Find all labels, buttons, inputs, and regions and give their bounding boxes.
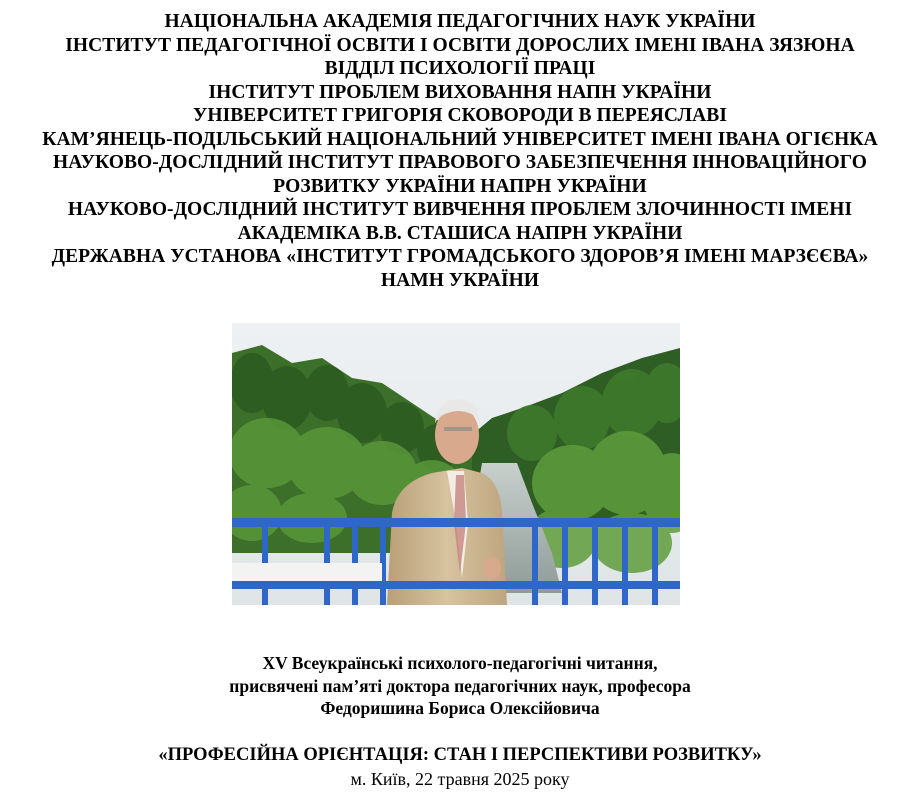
organization-line: НАУКОВО-ДОСЛІДНИЙ ІНСТИТУТ ПРАВОВОГО ЗАБЕЗПЕЧЕННЯ ІННОВАЦІЙНОГО <box>53 152 867 173</box>
conference-line: присвячені пам’яті доктора педагогічних наук, професора <box>229 675 691 696</box>
organization-line: НАУКОВО-ДОСЛІДНИЙ ІНСТИТУТ ВИВЧЕННЯ ПРОБЛЕМ ЗЛОЧИННОСТІ ІМЕНІ <box>67 199 853 220</box>
organization-line: ІНСТИТУТ ПРОБЛЕМ ВИХОВАННЯ НАПН УКРАЇНИ <box>208 81 712 103</box>
organization-line: РОЗВИТКУ УКРАЇНИ НАПРН УКРАЇНИ <box>273 175 647 197</box>
conference-block <box>0 652 920 720</box>
organization-line: ДЕРЖАВНА УСТАНОВА «ІНСТИТУТ ГРОМАДСЬКОГО ЗДОРОВ’Я ІМЕНІ МАРЗЄЄВА» <box>51 246 869 267</box>
conference-line: XV Всеукраїнські психолого-педагогічні читання, <box>262 653 658 673</box>
organization-line: КАМ’ЯНЕЦЬ-ПОДІЛЬСЬКИЙ НАЦІОНАЛЬНИЙ УНІВЕРСИТЕТ ІМЕНІ ІВАНА ОГІЄНКА <box>42 128 878 150</box>
bridge-edge <box>232 563 382 581</box>
conference-line: Федоришина Бориса Олексійовича <box>320 698 600 718</box>
place-date: м. Київ, 22 травня 2025 року <box>350 769 570 789</box>
organization-line: ВІДДІЛ ПСИХОЛОГІЇ ПРАЦІ <box>324 58 596 79</box>
organization-line: ІНСТИТУТ ПЕДАГОГІЧНОЇ ОСВІТИ І ОСВІТИ ДОРОСЛИХ ІМЕНІ ІВАНА ЗЯЗЮНА <box>65 34 855 56</box>
photo-river-scene <box>232 323 680 605</box>
memorial-photo <box>232 323 680 605</box>
organization-line: УНІВЕРСИТЕТ ГРИГОРІЯ СКОВОРОДИ В ПЕРЕЯСЛАВІ <box>193 105 727 126</box>
organizations-header <box>0 10 920 292</box>
organization-line: НАМН УКРАЇНИ <box>380 269 540 291</box>
organization-line: АКАДЕМІКА В.В. СТАШИСА НАПРН УКРАЇНИ <box>237 222 683 244</box>
conference-theme: «ПРОФЕСІЙНА ОРІЄНТАЦІЯ: СТАН І ПЕРСПЕКТИВИ РОЗВИТКУ» <box>158 745 762 765</box>
organization-line: НАЦІОНАЛЬНА АКАДЕМІЯ ПЕДАГОГІЧНИХ НАУК УКРАЇНИ <box>164 11 756 32</box>
